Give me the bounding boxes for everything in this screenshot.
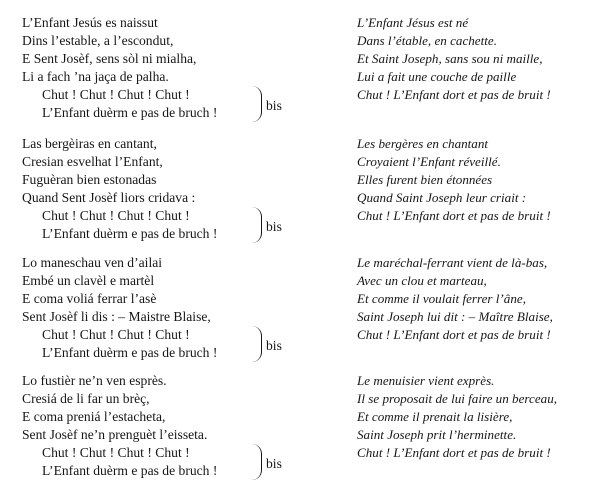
repeat-marker: bis xyxy=(266,456,282,471)
verse-line: Et comme il voulait ferrer l’âne, xyxy=(357,291,526,306)
verse-line: Elles furent bien étonnées xyxy=(357,172,493,187)
refrain-line: Chut ! Chut ! Chut ! Chut ! xyxy=(42,208,190,223)
verse-line: Le maréchal-ferrant vient de là-bas, xyxy=(357,255,548,270)
refrain xyxy=(22,207,282,243)
verse-line: Dans l’étable, en cachette. xyxy=(357,33,497,48)
verse-line: Lo fustièr ne’n ven esprès. xyxy=(22,373,167,388)
verse-line: Le menuisier vient exprès. xyxy=(357,373,495,388)
refrain xyxy=(22,326,282,362)
french-stanza-2 xyxy=(357,135,551,225)
refrain-line: L’Enfant duèrm e pas de bruch ! xyxy=(42,463,218,478)
verse-line: Sent Josèf ne’n prenguèt l’eisseta. xyxy=(22,427,208,442)
occitan-stanza-3 xyxy=(22,254,282,362)
occitan-stanza-2 xyxy=(22,135,282,243)
verse-line: Il se proposait de lui faire un berceau, xyxy=(357,391,558,406)
occitan-stanza-1 xyxy=(22,14,282,122)
french-stanza-1 xyxy=(357,14,551,104)
refrain-line: Chut ! Chut ! Chut ! Chut ! xyxy=(42,445,190,460)
verse-line: Cresiá de li far un brèç, xyxy=(22,391,150,406)
refrain-line: Chut ! L’Enfant dort et pas de bruit ! xyxy=(357,327,551,342)
verse-line: Fuguèran bien estonadas xyxy=(22,172,157,187)
verse-line: Quand Saint Joseph leur criait : xyxy=(357,190,527,205)
repeat-marker: bis xyxy=(266,338,282,353)
verse-line: Las bergèiras en cantant, xyxy=(22,136,157,151)
verse-line: Cresian esvelhat l’Enfant, xyxy=(22,154,163,169)
verse-line: L’Enfant Jésus est né xyxy=(357,15,469,30)
verse-line: Dins l’estable, a l’escondut, xyxy=(22,33,174,48)
refrain-line: Chut ! Chut ! Chut ! Chut ! xyxy=(42,87,190,102)
refrain-line: L’Enfant duèrm e pas de bruch ! xyxy=(42,105,218,120)
french-stanza-4 xyxy=(357,372,557,462)
verse-line: Lui a fait une couche de paille xyxy=(357,69,517,84)
repeat-brace xyxy=(252,207,262,243)
refrain-line: Chut ! L’Enfant dort et pas de bruit ! xyxy=(357,445,551,460)
refrain xyxy=(22,86,282,122)
refrain-line: L’Enfant duèrm e pas de bruch ! xyxy=(42,226,218,241)
verse-line: Et Saint Joseph, sans sou ni maille, xyxy=(357,51,543,66)
verse-line: Croyaient l’Enfant réveillé. xyxy=(357,154,501,169)
refrain-line: Chut ! Chut ! Chut ! Chut ! xyxy=(42,327,190,342)
occitan-stanza-4 xyxy=(22,372,282,480)
repeat-marker: bis xyxy=(266,98,282,113)
verse-line: L’Enfant Jesús es naissut xyxy=(22,15,158,30)
repeat-brace xyxy=(252,86,262,122)
french-stanza-3 xyxy=(357,254,553,344)
verse-line: Et comme il prenait la lisière, xyxy=(357,409,513,424)
verse-line: E coma voliá ferrar l’asè xyxy=(22,291,157,306)
repeat-marker: bis xyxy=(266,219,282,234)
verse-line: Sent Josèf li dis : – Maistre Blaise, xyxy=(22,309,211,324)
refrain xyxy=(22,444,282,480)
verse-line: E coma preniá l’estacheta, xyxy=(22,409,166,424)
repeat-brace xyxy=(252,326,262,362)
verse-line: E Sent Josèf, sens sòl ni mialha, xyxy=(22,51,197,66)
refrain-line: Chut ! L’Enfant dort et pas de bruit ! xyxy=(357,87,551,102)
verse-line: Avec un clou et marteau, xyxy=(357,273,487,288)
verse-line: Quand Sent Josèf liors cridava : xyxy=(22,190,196,205)
verse-line: Saint Joseph lui dit : – Maître Blaise, xyxy=(357,309,553,324)
refrain-line: Chut ! L’Enfant dort et pas de bruit ! xyxy=(357,208,551,223)
verse-line: Lo maneschau ven d’ailai xyxy=(22,255,163,270)
verse-line: Les bergères en chantant xyxy=(357,136,489,151)
verse-line: Saint Joseph prit l’herminette. xyxy=(357,427,517,442)
verse-line: Embé un clavèl e martèl xyxy=(22,273,155,288)
refrain-line: L’Enfant duèrm e pas de bruch ! xyxy=(42,345,218,360)
repeat-brace xyxy=(252,444,262,480)
verse-line: Li a fach ’na jaça de palha. xyxy=(22,69,169,84)
